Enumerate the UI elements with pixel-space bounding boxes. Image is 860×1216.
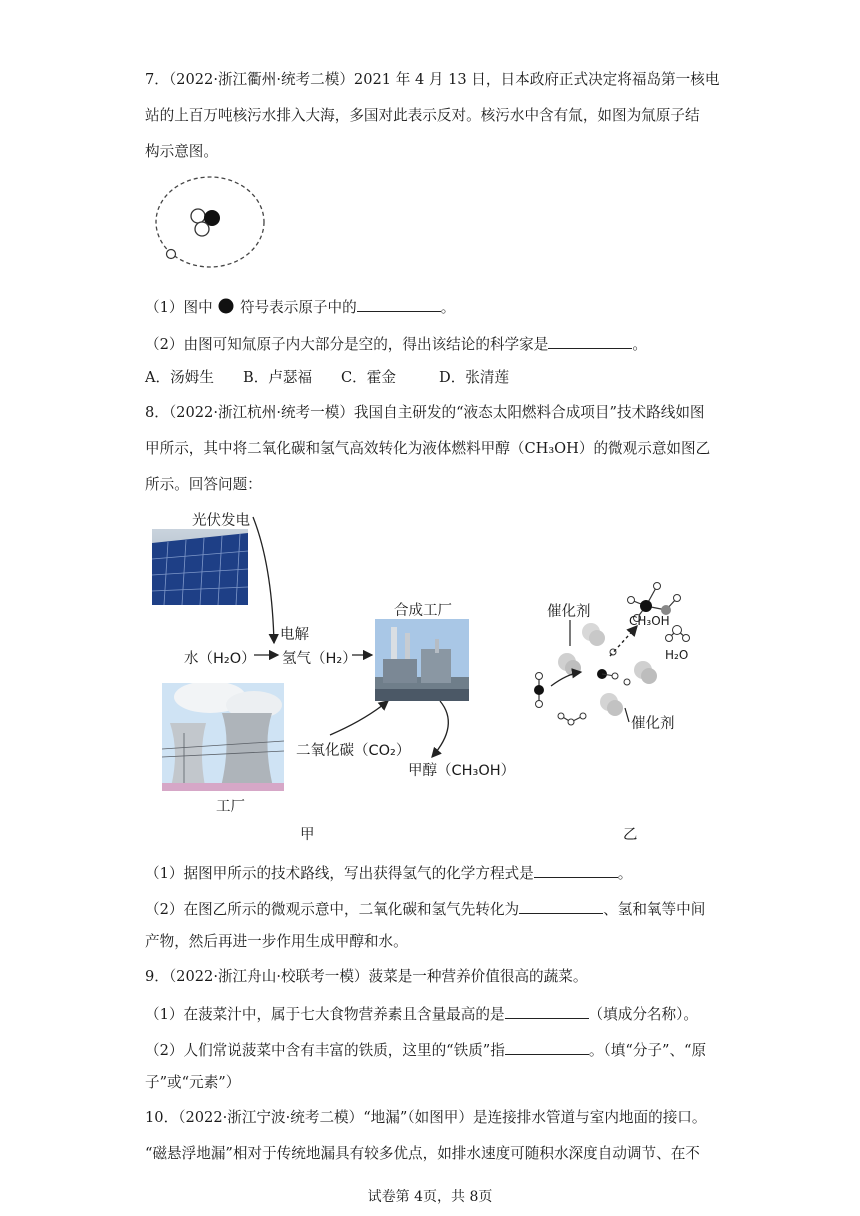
- black-circle-icon: [217, 298, 235, 314]
- q8-sub1: [145, 861, 632, 884]
- cooling-tower-photo: [162, 683, 284, 791]
- q7-line1: 7．（2022·浙江衢州·统考二模）2021 年 4 月 13 日，日本政府正式决定将福岛第一核电: [145, 71, 720, 88]
- label-co2: 二氧化碳（CO₂）: [296, 743, 411, 759]
- label-solar: 光伏发电: [192, 513, 250, 529]
- neutron-bottom: [195, 222, 209, 236]
- tritium-atom-diagram: [150, 172, 270, 272]
- flow-arrows: [150, 505, 530, 845]
- caption-jia: 甲: [300, 827, 315, 843]
- q8-sub2: [145, 897, 705, 920]
- answer-blank[interactable]: [505, 1002, 589, 1019]
- q7-sub2-text: （2）由图可知氚原子内大部分是空的，得出该结论的科学家是: [145, 336, 549, 353]
- q7-options: [145, 368, 537, 388]
- caption-yi: 乙: [623, 827, 638, 843]
- option-d[interactable]: D．张清莲: [439, 369, 510, 386]
- q8-line3: 所示。回答问题：: [145, 476, 262, 493]
- synthesis-factory-photo: [375, 619, 469, 701]
- q7-line3: 构示意图。: [145, 143, 218, 160]
- q9-sub2: [145, 1038, 706, 1061]
- q9-sub2-text-b: 。（填“分子”、“原: [588, 1042, 707, 1059]
- q9-sub1: [145, 1002, 698, 1025]
- option-c[interactable]: C．霍金: [341, 369, 396, 386]
- q7-sub1-text-a: （1）图中: [145, 299, 213, 316]
- q9-sub1-end: （填成分名称）。: [588, 1006, 698, 1023]
- answer-blank[interactable]: [519, 897, 603, 914]
- answer-blank[interactable]: [534, 861, 618, 878]
- option-b[interactable]: B．卢瑟福: [243, 369, 313, 386]
- label-plant: 工厂: [216, 799, 245, 815]
- q8-sub1-text: （1）据图甲所示的技术路线，写出获得氢气的化学方程式是: [145, 865, 534, 882]
- answer-blank[interactable]: [357, 295, 441, 312]
- q7-line2: 站的上百万吨核污水排入大海，多国对此表示反对。核污水中含有氚，如图为氚原子结: [145, 107, 700, 124]
- label-hydrogen: 氢气（H₂）: [282, 651, 357, 667]
- q9-sub2-text-a: （2）人们常说菠菜中含有丰富的铁质，这里的“铁质”指: [145, 1042, 505, 1059]
- figure-yi: [525, 570, 725, 845]
- label-methanol: 甲醇（CH₃OH）: [408, 763, 516, 779]
- q10-line1: 10．（2022·浙江宁波·统考二模）“地漏”（如图甲）是连接排水管道与室内地面的接口。: [145, 1109, 707, 1126]
- q8-sub2-text-b: 、氢和氧等中间: [603, 901, 706, 918]
- label-catalyst-2: 催化剂: [631, 716, 675, 732]
- q7-sub1: [145, 295, 455, 318]
- q7-sub2-end: 。: [632, 336, 647, 353]
- label-water: 水（H₂O）: [184, 651, 256, 667]
- label-factory: 合成工厂: [394, 603, 452, 619]
- neutron-top: [191, 209, 205, 223]
- q8-sub2-text-a: （2）在图乙所示的微观示意中，二氧化碳和氢气先转化为: [145, 901, 520, 918]
- label-h2o: H₂O: [665, 648, 689, 662]
- q7-sub1-end: 。: [440, 299, 456, 316]
- figure-jia: [150, 505, 530, 845]
- label-electrolysis: 电解: [280, 627, 309, 643]
- q7-sub1-text-b: 符号表示原子中的: [239, 299, 357, 316]
- answer-blank[interactable]: [505, 1038, 589, 1055]
- q8-sub1-end: 。: [617, 865, 633, 882]
- q9-sub2-cont: 子”或“元素”）: [145, 1074, 241, 1091]
- q9-line1: 9．（2022·浙江舟山·校联考一模）菠菜是一种营养价值很高的蔬菜。: [145, 968, 588, 985]
- label-catalyst-1: 催化剂: [547, 604, 591, 620]
- q8-line1: 8．（2022·浙江杭州·统考一模）我国自主研发的“液态太阳燃料合成项目”技术路线如图: [145, 404, 705, 421]
- q10-line2: “磁悬浮地漏”相对于传统地漏具有较多优点，如排水速度可随积水深度自动调节、在不: [145, 1145, 700, 1162]
- page-footer: 试卷第 4页，共 8页: [367, 1189, 493, 1205]
- label-ch3oh: CH₃OH: [629, 614, 670, 628]
- electron: [167, 250, 176, 259]
- q7-sub2: [145, 332, 647, 355]
- q8-line2: 甲所示，其中将二氧化碳和氢气高效转化为液体燃料甲醇（CH₃OH）的微观示意如图乙: [145, 440, 711, 457]
- q9-sub1-text: （1）在菠菜汁中，属于七大食物营养素且含量最高的是: [145, 1006, 505, 1023]
- q8-sub2-cont: 产物，然后再进一步作用生成甲醇和水。: [145, 933, 408, 950]
- answer-blank[interactable]: [548, 332, 632, 349]
- option-a[interactable]: A．汤姆生: [145, 369, 214, 386]
